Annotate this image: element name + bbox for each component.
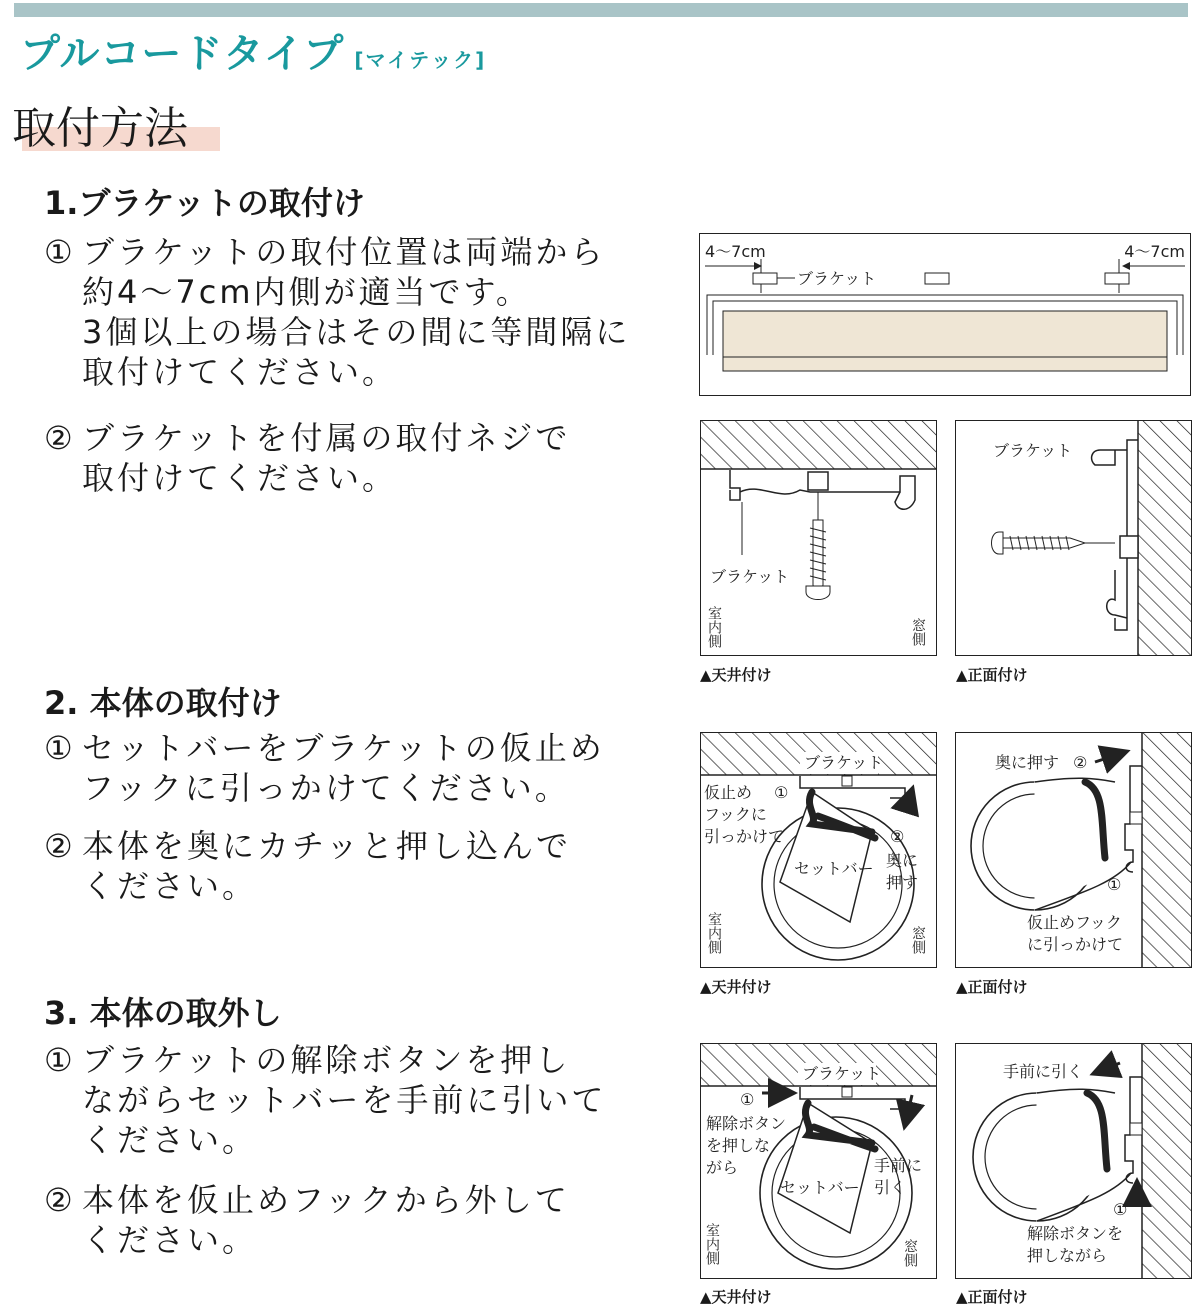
bracket-label: ブラケット: [802, 1064, 882, 1083]
step-marker: ①: [740, 1090, 755, 1109]
push-label: 奥に押す: [995, 753, 1060, 772]
step-1-1: [44, 232, 630, 392]
setbar-label: セットバー: [780, 1178, 860, 1197]
step-3-1: [44, 1040, 606, 1160]
step-number: ①: [44, 729, 76, 767]
figure-remove-ceiling: [700, 1043, 937, 1279]
hook-label-line: に引っかけて: [1027, 935, 1124, 954]
hook-label-line: 仮止めフック: [1027, 913, 1122, 932]
window-side-label: 窓側: [910, 926, 926, 954]
step-marker: ①: [774, 783, 789, 802]
bracket-label: ブラケット: [710, 567, 790, 586]
step-line: フックに引っかけてください。: [82, 769, 570, 807]
step-number: ②: [44, 419, 76, 457]
room-side-label: 室内側: [706, 912, 722, 954]
step-line: 取付けてください。: [82, 459, 398, 497]
maker-label: [マイテック]: [354, 48, 487, 72]
figure-front-mount: [955, 420, 1192, 656]
step-marker: ①: [1107, 875, 1122, 894]
pull-label-line: 引く: [874, 1178, 907, 1197]
section-title-bracket: 1.ブラケットの取付け: [44, 184, 365, 222]
step-marker: ②: [890, 827, 905, 846]
window-side-label: 窓側: [910, 618, 926, 646]
step-line: ブラケットの取付位置は両端から: [82, 233, 606, 271]
pull-label: 手前に引く: [1003, 1062, 1084, 1081]
step-line: 本体を奥にカチッと押し込んで: [82, 827, 572, 865]
release-label-line: を押しな: [706, 1136, 771, 1155]
section-title-mount: 2. 本体の取付け: [44, 684, 282, 722]
room-side-label: 室内側: [704, 1223, 720, 1265]
page-title: 取付方法: [12, 103, 188, 154]
step-number: ①: [44, 1041, 76, 1079]
step-line: 約4〜7cm内側が適当です。: [82, 273, 531, 311]
bracket-label: ブラケット: [993, 441, 1073, 460]
step-marker: ①: [1113, 1200, 1128, 1219]
hook-label-line: 仮止め: [704, 783, 753, 802]
step-line: ください。: [82, 1121, 258, 1159]
step-line: セットバーをブラケットの仮止め: [82, 729, 605, 767]
figure-remove-front: [955, 1043, 1192, 1279]
blind-screen: [723, 311, 1167, 371]
push-label-line: 押す: [886, 873, 919, 892]
hook-label-line: フックに: [704, 805, 767, 824]
setbar-label: セットバー: [794, 859, 874, 878]
caption-ceiling: ▲天井付け: [700, 666, 772, 684]
bracket-left: [753, 273, 777, 284]
bracket-label: ブラケット: [804, 753, 884, 772]
release-label-line: 押しながら: [1027, 1246, 1108, 1265]
step-3-2: [44, 1180, 570, 1260]
release-label-line: 解除ボタンを: [1027, 1224, 1124, 1243]
step-2-2: [44, 826, 571, 906]
step-1-2: [44, 418, 570, 498]
dim-left-label: 4〜7cm: [705, 242, 766, 261]
step-line: ください。: [82, 867, 258, 905]
step-line: ながらセットバーを手前に引いて: [82, 1081, 607, 1119]
section-title-remove: 3. 本体の取外し: [44, 994, 282, 1032]
caption-ceiling: ▲天井付け: [700, 1288, 772, 1306]
step-line: 3個以上の場合はその間に等間隔に: [82, 313, 631, 351]
caption-ceiling: ▲天井付け: [700, 978, 772, 996]
release-label-line: がら: [706, 1158, 739, 1177]
figure-overview: [699, 233, 1191, 396]
step-number: ①: [44, 233, 76, 271]
step-marker: ②: [1073, 753, 1088, 772]
figure-ceiling-mount: [700, 420, 937, 656]
caption-front: ▲正面付け: [956, 666, 1028, 684]
push-label-line: 奥に: [886, 851, 919, 870]
step-line: ブラケットの解除ボタンを押し: [82, 1041, 571, 1079]
bracket-center: [925, 273, 949, 284]
figure-mount-ceiling: [700, 732, 937, 968]
step-number: ②: [44, 827, 76, 865]
pull-label-line: 手前に: [874, 1156, 923, 1175]
dim-right-label: 4〜7cm: [1124, 242, 1185, 261]
caption-front: ▲正面付け: [956, 1288, 1028, 1306]
figure-mount-front: [955, 732, 1192, 968]
step-line: 本体を仮止めフックから外して: [82, 1181, 570, 1219]
window-side-label: 窓側: [902, 1239, 918, 1267]
product-title: プルコードタイプ: [20, 31, 345, 77]
release-label-line: 解除ボタン: [706, 1114, 787, 1133]
hook-label-line: 引っかけて: [704, 827, 785, 846]
top-color-bar: [14, 3, 1188, 17]
bracket-label: ブラケット: [797, 269, 877, 288]
step-line: ください。: [82, 1221, 258, 1259]
step-2-1: [44, 728, 605, 808]
step-number: ②: [44, 1181, 76, 1219]
page-header: [20, 22, 486, 79]
step-line: 取付けてください。: [82, 353, 398, 391]
step-line: ブラケットを付属の取付ネジで: [82, 419, 571, 457]
caption-front: ▲正面付け: [956, 978, 1028, 996]
room-side-label: 室内側: [706, 606, 722, 648]
bracket-right: [1105, 273, 1129, 284]
